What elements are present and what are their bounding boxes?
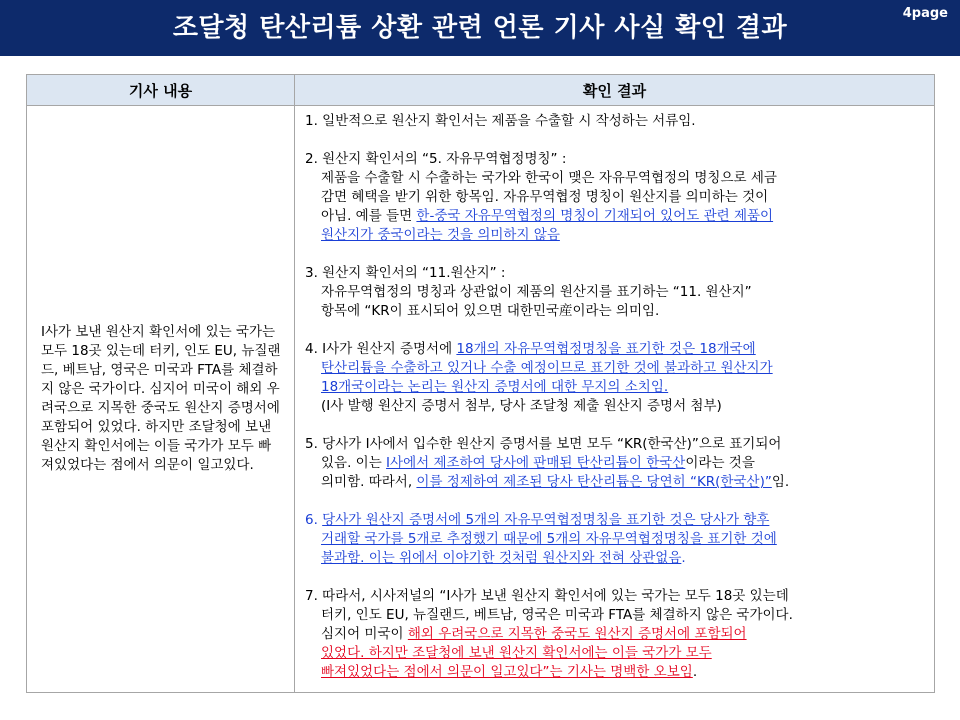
result-line xyxy=(305,549,928,568)
highlight-blue: 이를 정제하여 제조된 당사 탄산리튬은 당연히 “KR(한국산)” xyxy=(416,474,772,490)
result-line xyxy=(305,378,928,397)
result-line xyxy=(305,511,928,530)
result-text: 심지어 미국이 xyxy=(321,626,408,642)
result-item-3 xyxy=(305,264,928,321)
result-item-6 xyxy=(305,511,928,568)
page-number: 4page xyxy=(902,6,948,21)
result-text: . xyxy=(681,550,686,566)
result-text: . xyxy=(692,664,698,680)
result-content-cell xyxy=(295,106,935,693)
result-text: 아님. 예를 들면 xyxy=(321,208,417,224)
result-line xyxy=(305,226,928,245)
result-line xyxy=(305,644,928,663)
result-item-2 xyxy=(305,150,928,245)
highlight-blue: 당사가 원산지 증명서에 5개의 자유무역협정명칭을 표기한 것은 당사가 향후 xyxy=(322,512,770,528)
highlight-blue: 18개의 자유무역협정명칭을 표기한 것은 18개국에 xyxy=(456,341,756,357)
result-text: 의미함. 따라서, xyxy=(321,474,417,490)
highlight-red: 해외 우려국으로 지목한 중국도 원산지 증명서에 포함되어 xyxy=(407,626,747,642)
result-item-5 xyxy=(305,435,928,492)
result-line: 7. 따라서, 시사저널의 “I사가 보낸 원산지 확인서에 있는 국가는 모두 18곳 있는데 xyxy=(305,588,789,604)
result-line xyxy=(305,207,928,226)
result-line xyxy=(305,473,928,492)
fact-check-table xyxy=(26,74,935,693)
result-item-7 xyxy=(305,587,928,682)
article-text: I사가 보낸 원산지 확인서에 있는 국가는 모두 18곳 있는데 터키, 인도 EU, 뉴질랜드, 베트남, 영국은 미국과 FTA를 체결하지 않은 국가이다. 심지어 미국이 해외 우려국으로 지목한 중국도 원산지 증명서에 포함되어 있었다. 하지만 조달청에 보낸 원산지 확인서에는 이들 국가가 모두 빠져있었다는 점에서 의문이 일고있다. xyxy=(41,324,281,473)
result-line: 항목에 “KR이 표시되어 있으면 대한민국産이라는 의미임. xyxy=(321,303,660,319)
result-line xyxy=(305,625,928,644)
result-text: 임. xyxy=(771,474,790,490)
result-line: 5. 당사가 I사에서 입수한 원산지 증명서를 보면 모두 “KR(한국산)”으로 표기되어 xyxy=(305,436,782,452)
result-line: 감면 혜택을 받기 위한 항목임. 자유무역협정 명칭이 원산지를 의미하는 것이 xyxy=(321,189,769,205)
result-line xyxy=(305,663,928,682)
table-row xyxy=(27,106,935,693)
result-line xyxy=(305,454,928,473)
result-line: 3. 원산지 확인서의 “11.원산지” : xyxy=(305,265,506,281)
result-text: 6. xyxy=(305,512,323,528)
article-content-cell xyxy=(27,106,295,693)
highlight-blue: I사에서 제조하여 당사에 판매된 탄산리튬이 한국산 xyxy=(386,455,686,471)
highlight-blue: 한-중국 자유무역협정의 명칭이 기재되어 있어도 관련 제품이 xyxy=(416,208,774,224)
result-line xyxy=(305,359,928,378)
result-line: (I사 발행 원산지 증명서 첨부, 당사 조달청 제출 원산지 증명서 첨부) xyxy=(321,398,722,414)
result-line: 자유무역협정의 명칭과 상관없이 제품의 원산지를 표기하는 “11. 원산지” xyxy=(321,284,752,300)
column-header-result: 확인 결과 xyxy=(295,75,935,106)
result-line xyxy=(305,530,928,549)
result-text: 이라는 것을 xyxy=(685,455,755,471)
result-line xyxy=(305,340,928,359)
column-header-article: 기사 내용 xyxy=(27,75,295,106)
result-text: 4. I사가 원산지 증명서에 xyxy=(305,341,457,357)
highlight-blue: 원산지가 중국이라는 것을 의미하지 않음 xyxy=(321,227,560,243)
page-title: 조달청 탄산리튬 상환 관련 언론 기사 사실 확인 결과 xyxy=(172,13,788,43)
result-line: 제품을 수출할 시 수출하는 국가와 한국이 맺은 자유무역협정의 명칭으로 세금 xyxy=(321,170,777,186)
result-line: 2. 원산지 확인서의 “5. 자유무역협정명칭” : xyxy=(305,151,567,167)
highlight-blue: 거래할 국가를 5개로 추정했기 때문에 5개의 자유무역협정명칭을 표기한 것에 xyxy=(321,531,777,547)
highlight-red: 있었다. 하지만 조달청에 보낸 원산지 확인서에는 이들 국가가 모두 xyxy=(321,645,712,661)
result-line: 터키, 인도 EU, 뉴질랜드, 베트남, 영국은 미국과 FTA를 체결하지 않은 국가이다. xyxy=(321,607,793,623)
result-line: 1. 일반적으로 원산지 확인서는 제품을 수출할 시 작성하는 서류임. xyxy=(305,113,696,129)
highlight-blue: 불과함. 이는 위에서 이야기한 것처럼 원산지와 전혀 상관없음 xyxy=(321,550,682,566)
highlight-red: 빠져있었다는 점에서 의문이 일고있다”는 기사는 명백한 오보임 xyxy=(321,664,693,680)
result-item-4 xyxy=(305,340,928,416)
highlight-blue: 18개국이라는 논리는 원산지 증명서에 대한 무지의 소치임. xyxy=(321,379,669,395)
highlight-blue: 탄산리튬을 수출하고 있거나 수출 예정이므로 표기한 것에 불과하고 원산지가 xyxy=(321,360,773,376)
result-text: 있음. 이는 xyxy=(321,455,387,471)
table-header-row xyxy=(27,75,935,106)
result-item-1 xyxy=(305,112,928,131)
